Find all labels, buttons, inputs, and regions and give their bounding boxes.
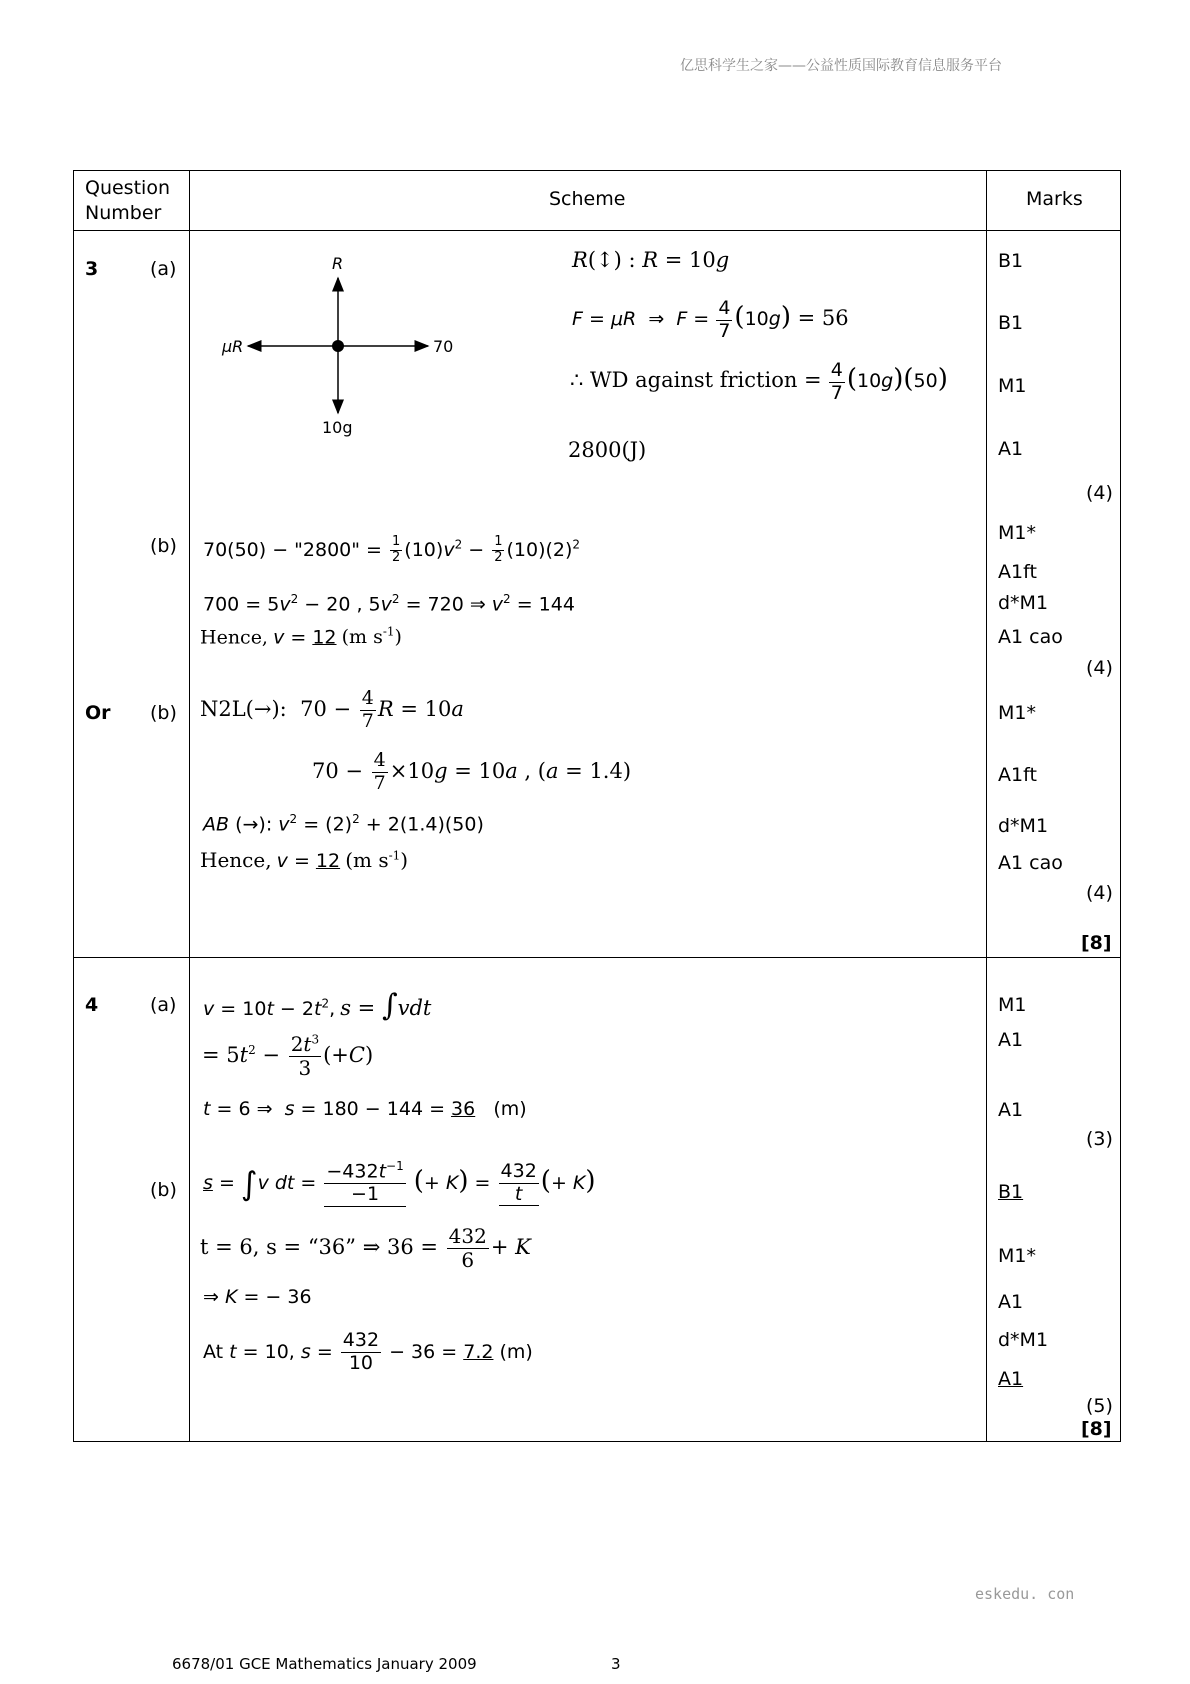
part-total: (4) — [1086, 482, 1113, 504]
scheme-line: Hence, v = 12 (m $s^{-1}$) — [200, 625, 402, 649]
part-label: (b) — [150, 535, 177, 557]
column-header-question: Question Number — [85, 177, 170, 224]
scheme-line: AB (→): $v^2 = (2)^2 + 2(1.4)(50)$ — [203, 812, 484, 836]
scheme-line: 70(50) − "2800" = $\frac{1}{2}$ $(10)v^2$ − $\frac{1}{2}$ $(10)(2)^2$ — [203, 534, 581, 565]
mark: M1 — [998, 375, 1027, 397]
question-number: 4 — [85, 994, 99, 1016]
page-number: 3 — [611, 1655, 621, 1673]
scheme-line: N2L(→): 70 − $\frac{4}{7}$ R = 10a — [200, 687, 464, 732]
mark: A1ft — [998, 561, 1037, 583]
footer-site: eskedu. con — [975, 1585, 1075, 1603]
scheme-line: Hence, v = 12 (m $s^{-1}$) — [200, 848, 409, 872]
column-header-marks: Marks — [1026, 188, 1083, 210]
alternative-label: Or — [85, 702, 111, 724]
scheme-line: R(↕) : R = 10g — [572, 248, 730, 272]
header-divider — [73, 230, 1121, 231]
mark: d*M1 — [998, 815, 1049, 837]
mark: B1 — [998, 250, 1024, 272]
mark: M1* — [998, 522, 1036, 544]
mark: A1 cao — [998, 852, 1063, 874]
scheme-line: $v = 10t - 2t^2$, s = ∫vdt — [203, 988, 432, 1023]
scheme-line: s = ∫v dt = $\frac{-432t^{-1}}{-1}$ (+ K) = $\frac{432}{t}$ (+ K) — [203, 1159, 596, 1206]
diagram-label-70: 70 — [433, 337, 454, 356]
question-total: [8] — [1081, 932, 1112, 954]
mark: A1 — [998, 1291, 1024, 1313]
part-label: (a) — [150, 258, 177, 280]
scheme-line: ∴ WD against friction = $\frac{4}{7}$ (10g)(50) — [570, 359, 948, 404]
scheme-line: t = 6 ⇒ s = 180 − 144 = 36 (m) — [203, 1098, 527, 1120]
scheme-line: ⇒ K = − 36 — [203, 1286, 312, 1308]
scheme-line: At t = 10, s = $\frac{432}{10}$ − 36 = 7.2 (m) — [203, 1329, 533, 1374]
part-label: (a) — [150, 994, 177, 1016]
question-total: [8] — [1081, 1418, 1112, 1440]
header-watermark: 亿思科学生之家——公益性质国际教育信息服务平台 — [680, 58, 1002, 74]
scheme-line: = $5t^2$ − $\frac{2t^3}{3}$ (+C) — [202, 1032, 374, 1080]
column-divider — [189, 170, 190, 1442]
diagram-label-10g: 10g — [322, 418, 353, 437]
part-label: (b) — [150, 702, 177, 724]
mark: M1* — [998, 702, 1036, 724]
mark: A1 — [998, 1368, 1024, 1390]
mark: d*M1 — [998, 1329, 1049, 1351]
mark: A1 — [998, 1029, 1024, 1051]
mark: M1* — [998, 1245, 1036, 1267]
part-label: (b) — [150, 1179, 177, 1201]
part-total: (4) — [1086, 657, 1113, 679]
scheme-line: 2800(J) — [568, 438, 647, 462]
part-total: (3) — [1086, 1128, 1113, 1150]
diagram-label-r: R — [332, 254, 344, 273]
scheme-line: t = 6, s = “36” ⇒ 36 = $\frac{432}{6}$ + K — [200, 1224, 531, 1272]
particle-dot — [332, 340, 344, 352]
mark: A1 — [998, 438, 1024, 460]
question-number: 3 — [85, 258, 99, 280]
part-total: (4) — [1086, 882, 1113, 904]
mark: A1 cao — [998, 626, 1063, 648]
scheme-line: $700 = 5v^2 - 20$ , $5v^2 = 720$ ⇒ $v^2 = 144$ — [203, 592, 575, 616]
scheme-line: 70 − $\frac{4}{7}$ ×10g = 10a , (a = 1.4) — [312, 749, 632, 794]
mark: B1 — [998, 1181, 1024, 1203]
diagram-label-mu-r: μR — [222, 337, 244, 356]
mark: A1ft — [998, 764, 1037, 786]
scheme-line: F = μR ⇒ F = $\frac{4}{7}$ (10g) = 56 — [572, 297, 849, 342]
part-total: (5) — [1086, 1395, 1113, 1417]
question-divider — [73, 957, 1121, 958]
mark: A1 — [998, 1099, 1024, 1121]
footer-paper-title: 6678/01 GCE Mathematics January 2009 — [172, 1655, 477, 1673]
mark: M1 — [998, 994, 1027, 1016]
column-divider — [986, 170, 987, 1442]
mark: B1 — [998, 312, 1024, 334]
mark: d*M1 — [998, 592, 1049, 614]
column-header-scheme: Scheme — [549, 188, 626, 210]
